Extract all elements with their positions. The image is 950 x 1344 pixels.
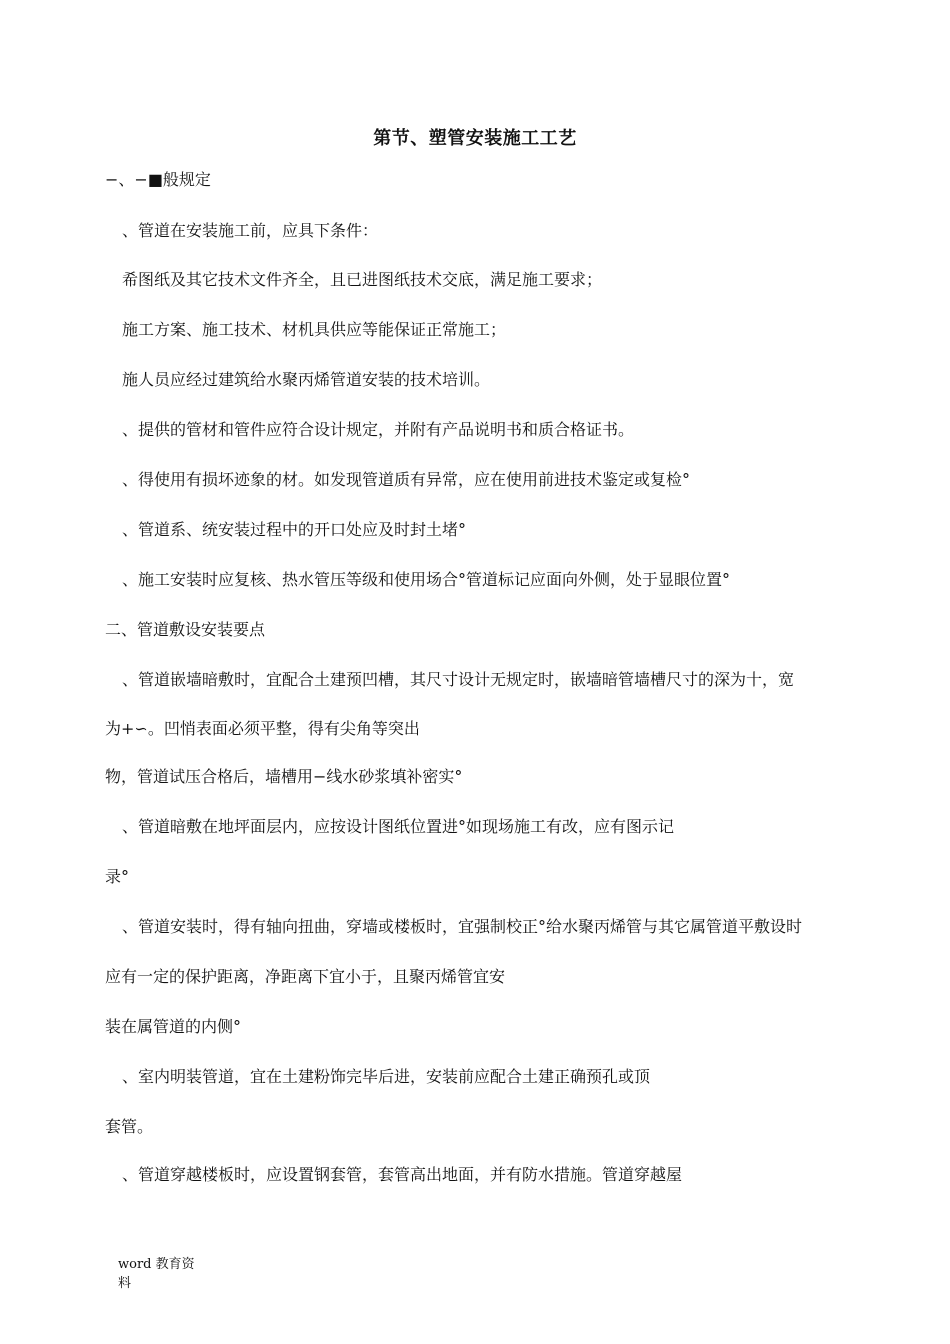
- section-heading-laying: 二、管道敷设安装要点: [105, 620, 266, 639]
- paragraph-line: 录°: [105, 867, 130, 886]
- paragraph-line: 、得使用有损坏迹象的材。如发现管道质有异常，应在使用前进技术鉴定或复检°: [122, 470, 691, 489]
- paragraph-line: 、施工安装时应复核、热水管压等级和使用场合°管道标记应面向外侧，处于显眼位置°: [122, 570, 731, 589]
- page-footer: [118, 1255, 195, 1293]
- paragraph-line: 、提供的管材和管件应符合设计规定，并附有产品说明书和质合格证书。: [122, 420, 635, 439]
- paragraph-line: 、管道在安装施工前，应具下条件：: [122, 221, 379, 240]
- paragraph-line: 、管道暗敷在地坪面层内，应按设计图纸位置进°如现场施工有改，应有图示记: [122, 817, 675, 836]
- paragraph-line: 、管道穿越楼板时，应设置钢套管，套管高出地面，并有防水措施。管道穿越屋: [122, 1165, 683, 1184]
- paragraph-line: 施工方案、施工技术、材机具供应等能保证正常施工；: [122, 320, 507, 339]
- paragraph-line: 、管道系、统安装过程中的开口处应及时封土堵°: [122, 520, 467, 539]
- paragraph-line: 希图纸及其它技术文件齐全，且已进图纸技术交底，满足施工要求；: [122, 270, 603, 289]
- paragraph-line: 、管道安装时，得有轴向扭曲，穿墙或楼板时，宜强制校正°给水聚丙烯管与其它属管道平敷设时: [122, 917, 803, 936]
- paragraph-line: 为+∽。凹悄表面必须平整，得有尖角等突出: [105, 719, 420, 738]
- paragraph-line: 应有一定的保护距离，净距离下宜小于，且聚丙烯管宜安: [105, 967, 506, 986]
- paragraph-line: 、管道嵌墙暗敷时，宜配合土建预凹槽，其尺寸设计无规定时，嵌墙暗管墙槽尺寸的深为十，宽: [122, 670, 795, 689]
- paragraph-line: 套管。: [105, 1117, 154, 1136]
- section-heading-general: −、−■般规定: [105, 170, 211, 189]
- footer-text-line-2: 料: [118, 1276, 132, 1291]
- paragraph-line: 物，管道试压合格后，墙槽用−线水砂浆填补密实°: [105, 767, 463, 786]
- footer-text-line-1: word 教育资: [118, 1257, 195, 1272]
- document-title: 第节、塑管安装施工工艺: [373, 128, 577, 149]
- paragraph-line: 装在属管道的内侧°: [105, 1017, 242, 1036]
- paragraph-line: 、室内明装管道，宜在土建粉饰完毕后进，安装前应配合土建正确预孔或顶: [122, 1067, 651, 1086]
- paragraph-line: 施人员应经过建筑给水聚丙烯管道安装的技术培训。: [122, 370, 491, 389]
